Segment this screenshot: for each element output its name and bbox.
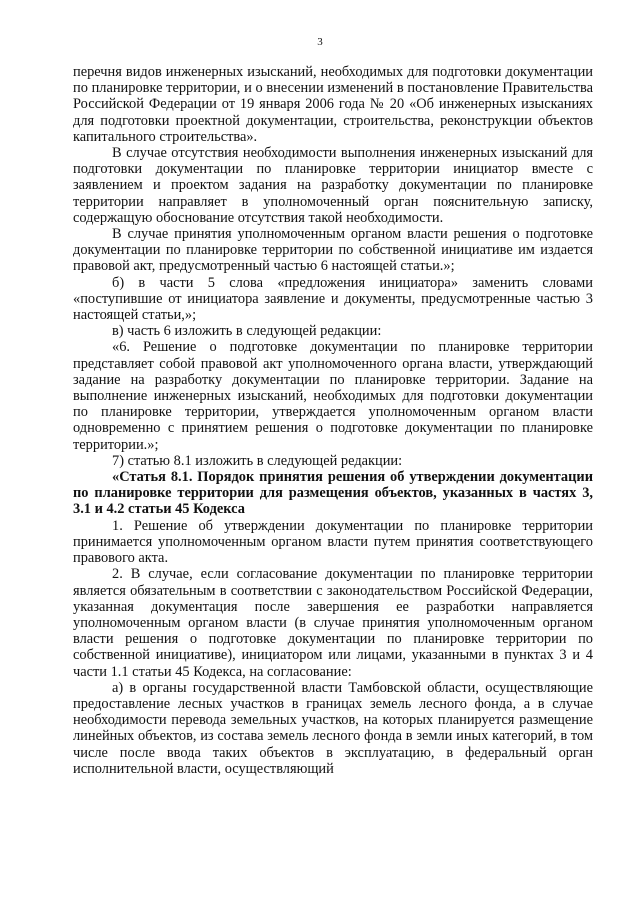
paragraph: В случае отсутствия необходимости выполнения инженерных изысканий для подготовки документации по планировке территории инициатор вместе с заявлением и проектом задания на разработку документации по планировке территории направляет в уполномоченный орган пояснительную записку, содержащую обоснование отсутствия такой необходимости. [73, 145, 593, 226]
paragraph: в) часть 6 изложить в следующей редакции: [112, 323, 382, 340]
paragraph: б) в части 5 слова «предложения инициатора» заменить словами «поступившие от инициатора заявление и документы, предусмотренные частью 3 настоящей статьи,»; [73, 274, 593, 324]
paragraph: «6. Решение о подготовке документации по планировке территории представляет собой правовой акт уполномоченного органа власти, утверждающий задание на разработку документации по планировке территории. Задание на выполнение инженерных изысканий, необходимых для подготовки документации по планировке территории, утверждается уполномоченным органом власти одновременно с принятием решения о подготовке документации по планировке территории.»; [73, 339, 593, 453]
paragraph: а) в органы государственной власти Тамбовской области, осуществляющие предоставление лесных участков в границах земель лесного фонда, а в случае необходимости перевода земельных участков, на которых планируется размещение линейных объектов, из состава земель лесного фонда в земли иных категорий, в том числе после ввода таких объектов в эксплуатацию, в федеральный орган исполнительной власти, осуществляющий [73, 679, 593, 777]
paragraph: 2. В случае, если согласование документации по планировке территории является обязательным в соответствии с законодательством Российской Федерации, указанная документация после завершения ее разработки направляется уполномоченным органом власти (в случае принятия уполномоченным органом власти решения о подготовке документации по планировке территории по собственной инициативе), инициатором или лицами, указанными в пунктах 3 и 4 части 1.1 статьи 45 Кодекса, на согласование: [73, 566, 593, 680]
page-number: 3 [317, 36, 323, 48]
paragraph: 7) статью 8.1 изложить в следующей редакции: [112, 452, 403, 469]
paragraph: перечня видов инженерных изысканий, необходимых для подготовки документации по планировке территории, и о внесении изменений в постановление Правительства Российской Федерации от 19 января 2006 года № 20 «Об инженерных изысканиях для подготовки проектной документации, строительства, реконструкции объектов капитального строительства». [73, 64, 593, 145]
paragraph: В случае принятия уполномоченным органом власти решения о подготовке документации по планировке территории по собственной инициативе им издается правовой акт, предусмотренный частью 6 настоящей статьи.»; [73, 226, 593, 275]
paragraph: 1. Решение об утверждении документации по планировке территории принимается уполномоченным органом власти путем принятия соответствующего правового акта. [73, 517, 593, 567]
document-body [73, 64, 593, 777]
article-heading: «Статья 8.1. Порядок принятия решения об утверждении документации по планировке территории для размещения объектов, указанных в частях 3, 3.1 и 4.2 статьи 45 Кодекса [73, 469, 593, 518]
